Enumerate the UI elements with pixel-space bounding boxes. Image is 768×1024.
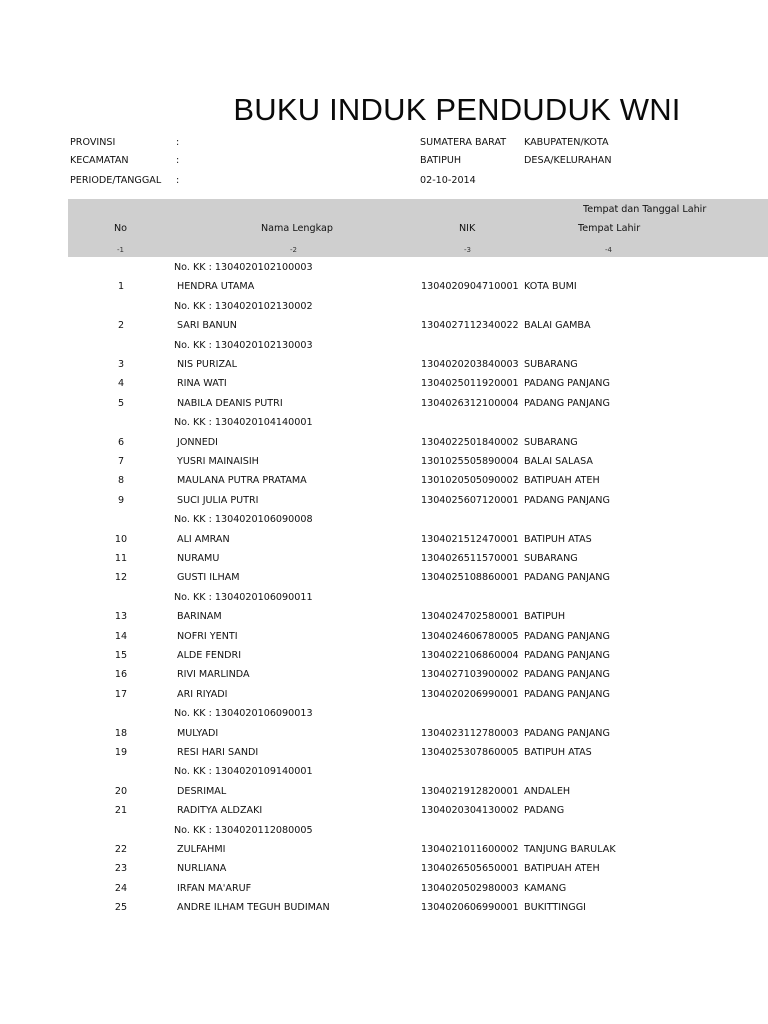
kk-number: No. KK : 1304020102130003: [174, 340, 313, 351]
nama-lengkap: MULYADI: [177, 728, 219, 739]
nama-lengkap: ALDE FENDRI: [177, 650, 242, 661]
colon: :: [176, 155, 180, 166]
nama-lengkap: ARI RIYADI: [177, 689, 228, 700]
row-number: 17: [114, 689, 128, 700]
nik: 1304021011600002: [421, 844, 519, 855]
nama-lengkap: GUSTI ILHAM: [177, 572, 240, 583]
row-number: 6: [117, 437, 125, 448]
row-number: 15: [114, 650, 128, 661]
kabupaten-label: KABUPATEN/KOTA: [524, 137, 609, 148]
row-number: 16: [114, 669, 128, 680]
nama-lengkap: NURAMU: [177, 553, 220, 564]
nama-lengkap: ZULFAHMI: [177, 844, 226, 855]
tempat-lahir: PADANG PANJANG: [524, 495, 610, 506]
nama-lengkap: BARINAM: [177, 611, 222, 622]
desa-label: DESA/KELURAHAN: [524, 155, 612, 166]
nama-lengkap: SARI BANUN: [177, 320, 237, 331]
nama-lengkap: RIVI MARLINDA: [177, 669, 250, 680]
kk-number: No. KK : 1304020109140001: [174, 766, 313, 777]
nama-lengkap: RADITYA ALDZAKI: [177, 805, 263, 816]
row-number: 24: [114, 883, 128, 894]
nik: 1304022106860004: [421, 650, 519, 661]
kk-number: No. KK : 1304020102130002: [174, 301, 313, 312]
tempat-lahir: BALAI GAMBA: [524, 320, 591, 331]
periode-label: PERIODE/TANGGAL: [70, 175, 162, 186]
row-number: 2: [117, 320, 125, 331]
kk-number: No. KK : 1304020106090013: [174, 708, 313, 719]
row-number: 13: [114, 611, 128, 622]
tempat-lahir: KAMANG: [524, 883, 567, 894]
kk-number: No. KK : 1304020106090008: [174, 514, 313, 525]
nik: 1304020502980003: [421, 883, 519, 894]
tempat-lahir: SUBARANG: [524, 553, 578, 564]
tempat-lahir: SUBARANG: [524, 359, 578, 370]
tempat-lahir: PADANG PANJANG: [524, 631, 610, 642]
nama-lengkap: RESI HARI SANDI: [177, 747, 259, 758]
header-nik: NIK: [459, 223, 476, 234]
row-number: 14: [114, 631, 128, 642]
tempat-lahir: BATIPUAH ATEH: [524, 863, 600, 874]
page-title: BUKU INDUK PENDUDUK WNI: [233, 92, 681, 127]
tempat-lahir: BATIPUH ATAS: [524, 747, 592, 758]
row-number: 20: [114, 786, 128, 797]
header-index-3: -3: [464, 246, 471, 254]
tempat-lahir: ANDALEH: [524, 786, 571, 797]
header-no: No: [114, 223, 128, 234]
header-index-2: -2: [290, 246, 297, 254]
nik: 1304020206990001: [421, 689, 519, 700]
kk-number: No. KK : 1304020106090011: [174, 592, 313, 603]
nama-lengkap: DESRIMAL: [177, 786, 227, 797]
nama-lengkap: MAULANA PUTRA PRATAMA: [177, 475, 307, 486]
nik: 1304026312100004: [421, 398, 519, 409]
nik: 1304020203840003: [421, 359, 519, 370]
kk-number: No. KK : 1304020104140001: [174, 417, 313, 428]
nik: 1304021912820001: [421, 786, 519, 797]
periode-value: 02-10-2014: [420, 175, 476, 186]
nik: 1301020505090002: [421, 475, 519, 486]
provinsi-value: SUMATERA BARAT: [420, 137, 507, 148]
tempat-lahir: PADANG PANJANG: [524, 689, 610, 700]
nama-lengkap: ANDRE ILHAM TEGUH BUDIMAN: [177, 902, 330, 913]
nama-lengkap: JONNEDI: [177, 437, 219, 448]
kecamatan-label: KECAMATAN: [70, 155, 129, 166]
tempat-lahir: SUBARANG: [524, 437, 578, 448]
tempat-lahir: BATIPUH: [524, 611, 566, 622]
row-number: 21: [114, 805, 128, 816]
tempat-lahir: PADANG PANJANG: [524, 398, 610, 409]
row-number: 10: [114, 534, 128, 545]
nama-lengkap: ALI AMRAN: [177, 534, 230, 545]
tempat-lahir: PADANG PANJANG: [524, 650, 610, 661]
nama-lengkap: RINA WATI: [177, 378, 227, 389]
nik: 1304020304130002: [421, 805, 519, 816]
kk-number: No. KK : 1304020112080005: [174, 825, 313, 836]
nama-lengkap: SUCI JULIA PUTRI: [177, 495, 259, 506]
nik: 1304026505650001: [421, 863, 519, 874]
kk-number: No. KK : 1304020102100003: [174, 262, 313, 273]
tempat-lahir: TANJUNG BARULAK: [524, 844, 616, 855]
nama-lengkap: NOFRI YENTI: [177, 631, 238, 642]
row-number: 7: [117, 456, 125, 467]
nik: 1304021512470001: [421, 534, 519, 545]
row-number: 18: [114, 728, 128, 739]
header-index-1: -1: [117, 246, 124, 254]
colon: :: [176, 175, 180, 186]
header-index-4: -4: [605, 246, 612, 254]
colon: :: [176, 137, 180, 148]
row-number: 9: [117, 495, 125, 506]
nik: 1304027112340022: [421, 320, 519, 331]
row-number: 4: [117, 378, 125, 389]
row-number: 25: [114, 902, 128, 913]
tempat-lahir: BATIPUAH ATEH: [524, 475, 600, 486]
row-number: 22: [114, 844, 128, 855]
row-number: 19: [114, 747, 128, 758]
nik: 1304020904710001: [421, 281, 519, 292]
nama-lengkap: NABILA DEANIS PUTRI: [177, 398, 283, 409]
provinsi-label: PROVINSI: [70, 137, 116, 148]
nama-lengkap: NIS PURIZAL: [177, 359, 237, 370]
header-nama: Nama Lengkap: [261, 223, 333, 234]
tempat-lahir: BALAI SALASA: [524, 456, 593, 467]
nik: 1301025505890004: [421, 456, 519, 467]
nama-lengkap: IRFAN MA'ARUF: [177, 883, 252, 894]
nik: 1304026511570001: [421, 553, 519, 564]
row-number: 8: [117, 475, 125, 486]
tempat-lahir: BUKITTINGGI: [524, 902, 586, 913]
nik: 1304025607120001: [421, 495, 519, 506]
nik: 1304024606780005: [421, 631, 519, 642]
row-number: 12: [114, 572, 128, 583]
row-number: 5: [117, 398, 125, 409]
nik: 1304022501840002: [421, 437, 519, 448]
tempat-lahir: PADANG PANJANG: [524, 378, 610, 389]
tempat-lahir: PADANG PANJANG: [524, 728, 610, 739]
tempat-lahir: BATIPUH ATAS: [524, 534, 592, 545]
row-number: 3: [117, 359, 125, 370]
tempat-lahir: PADANG PANJANG: [524, 669, 610, 680]
nik: 1304025108860001: [421, 572, 519, 583]
nik: 1304025307860005: [421, 747, 519, 758]
kecamatan-value: BATIPUH: [420, 155, 462, 166]
header-tempat: Tempat Lahir: [578, 223, 641, 234]
nik: 1304027103900002: [421, 669, 519, 680]
row-number: 1: [117, 281, 125, 292]
nama-lengkap: NURLIANA: [177, 863, 227, 874]
tempat-lahir: PADANG PANJANG: [524, 572, 610, 583]
tempat-lahir: PADANG: [524, 805, 565, 816]
nik: 1304025011920001: [421, 378, 519, 389]
header-group-label: Tempat dan Tanggal Lahir: [583, 204, 707, 215]
nik: 1304024702580001: [421, 611, 519, 622]
tempat-lahir: KOTA BUMI: [524, 281, 577, 292]
nik: 1304020606990001: [421, 902, 519, 913]
nama-lengkap: HENDRA UTAMA: [177, 281, 255, 292]
row-number: 11: [114, 553, 128, 564]
nama-lengkap: YUSRI MAINAISIH: [177, 456, 259, 467]
row-number: 23: [114, 863, 128, 874]
nik: 1304023112780003: [421, 728, 519, 739]
